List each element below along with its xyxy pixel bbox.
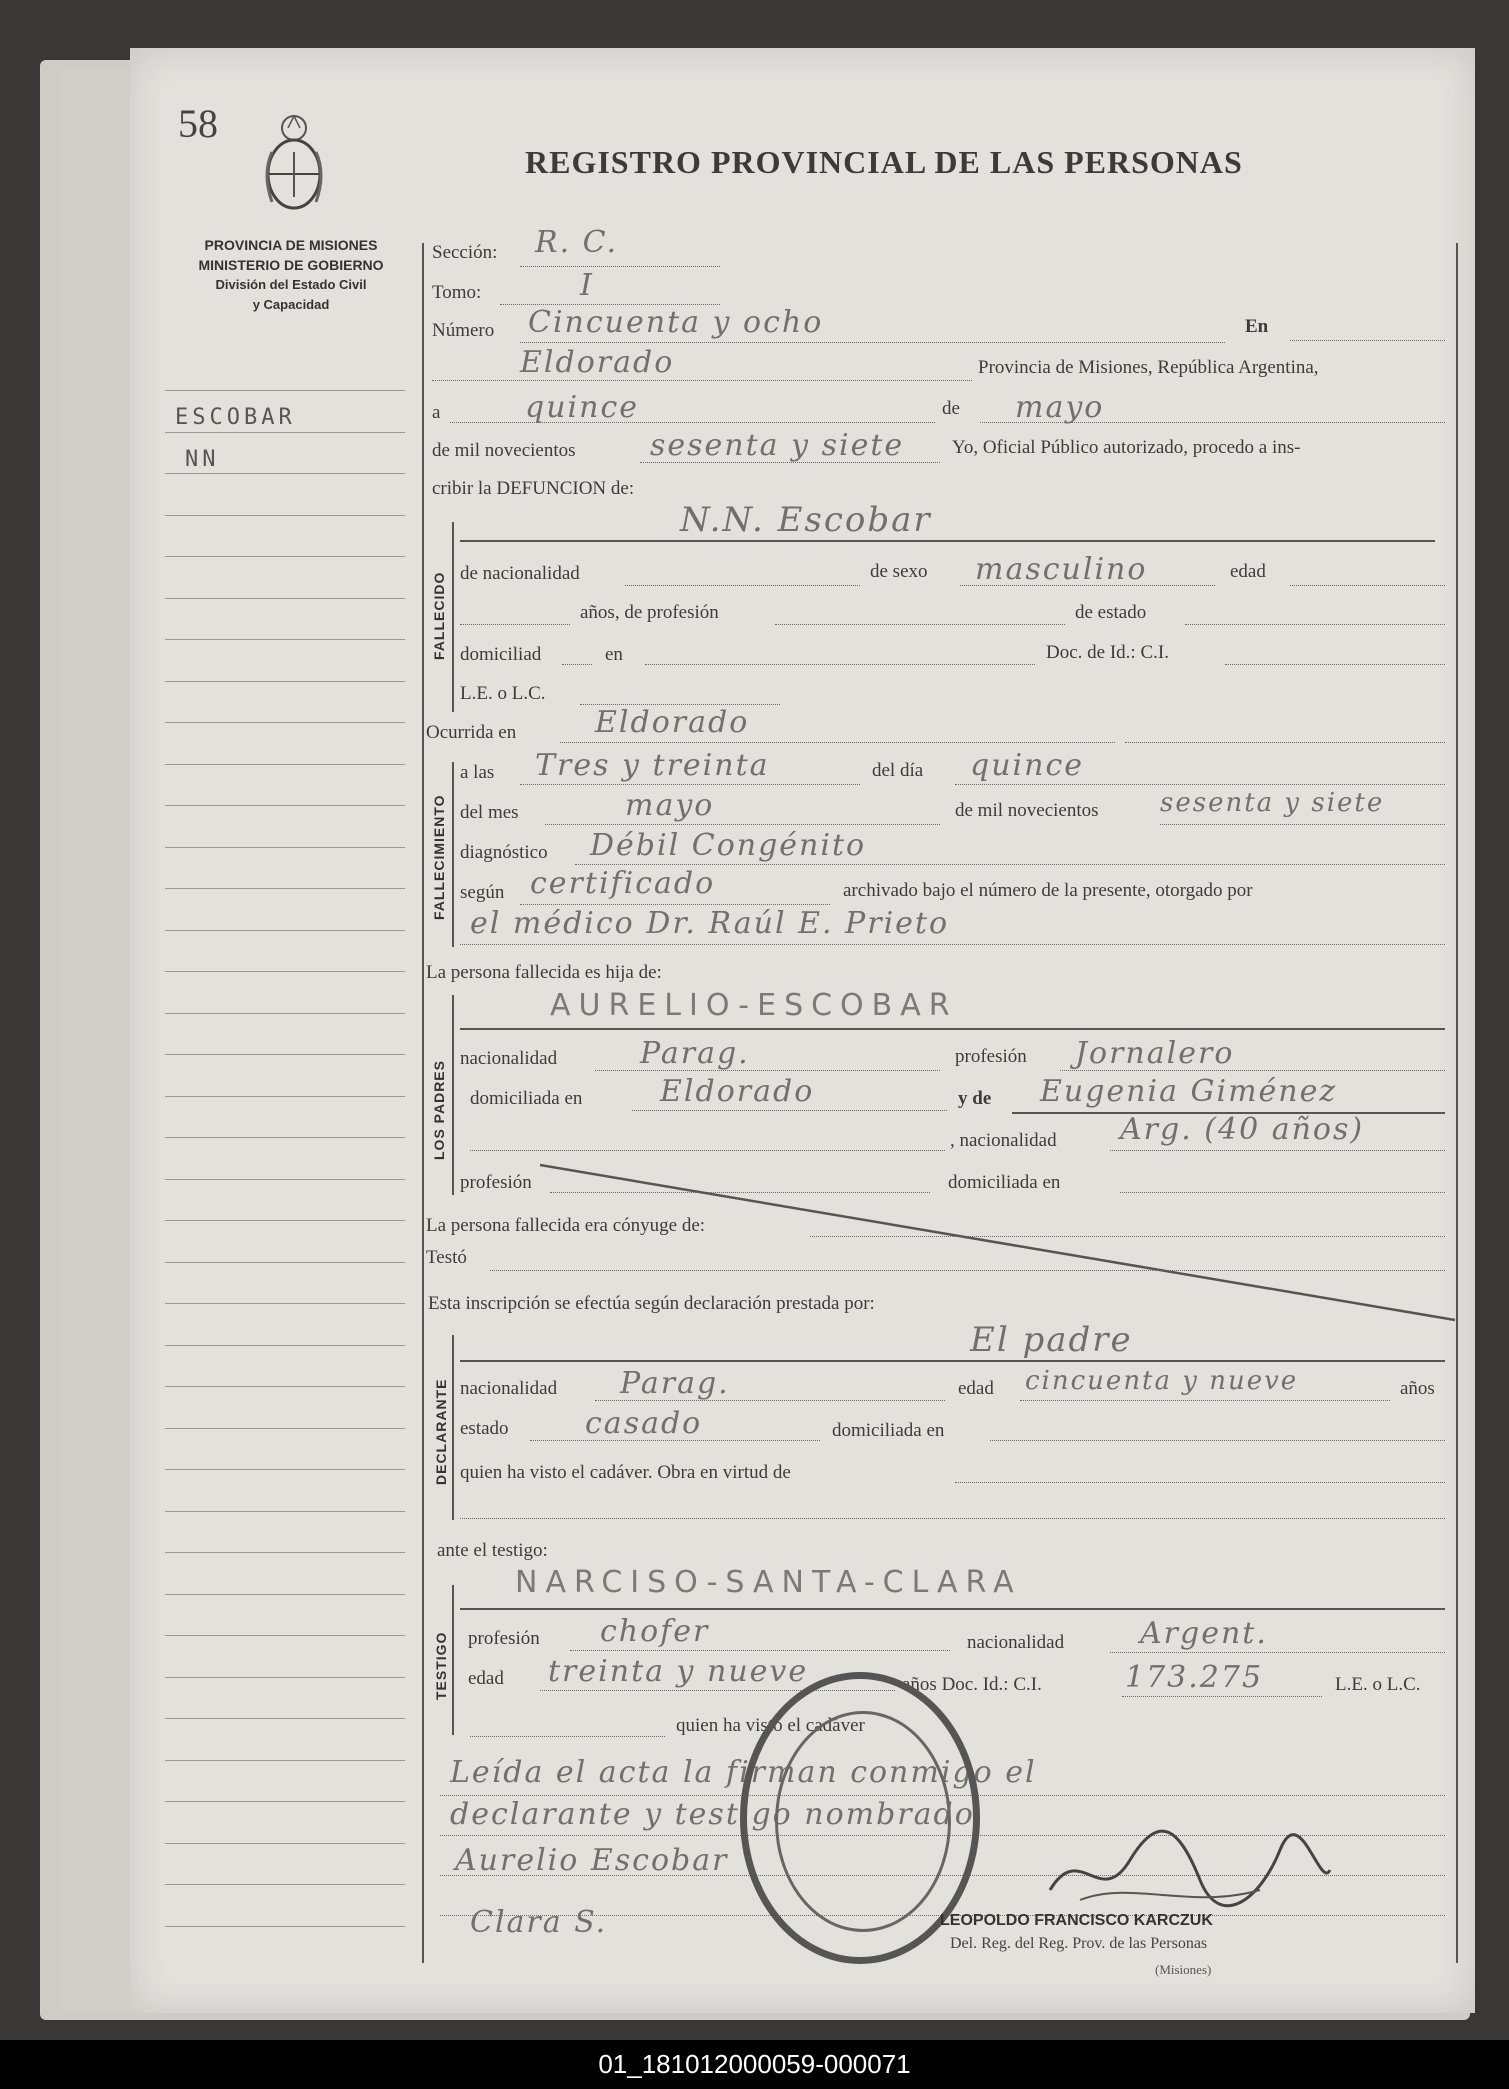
field-line	[990, 1440, 1445, 1441]
margin-rule	[165, 1926, 405, 1927]
field-line	[460, 1608, 1445, 1610]
label-profesion-padre: profesión	[955, 1046, 1027, 1067]
field-line	[1110, 1652, 1445, 1653]
field-line	[450, 422, 935, 423]
header-line: División del Estado Civil	[215, 277, 367, 292]
label-en: En	[1245, 316, 1269, 337]
hw-mes: mayo	[1015, 390, 1105, 425]
field-line	[1122, 1696, 1322, 1697]
label-nacionalidad: de nacionalidad	[460, 563, 580, 584]
margin-rule	[165, 1137, 405, 1138]
field-line	[562, 664, 592, 665]
hw-edad-decl: cincuenta y nueve	[1025, 1366, 1299, 1396]
label-en2: en	[605, 644, 623, 665]
label-edad: edad	[1230, 561, 1266, 582]
field-line	[632, 1110, 947, 1111]
field-line	[520, 342, 1225, 343]
margin-rule	[165, 1096, 405, 1097]
hw-nombre: N.N. Escobar	[680, 500, 932, 540]
label-inscribir: cribir la DEFUNCION de:	[432, 478, 635, 499]
hw-tomo: I	[580, 268, 594, 303]
margin-rule	[165, 1552, 405, 1553]
margin-rule	[165, 473, 405, 474]
margin-rule	[165, 598, 405, 599]
hw-medico: el médico Dr. Raúl E. Prieto	[470, 906, 950, 941]
hw-ocurrida: Eldorado	[595, 705, 750, 740]
label-conyuge: La persona fallecida era cónyuge de:	[426, 1215, 706, 1236]
margin-rule	[165, 1428, 405, 1429]
section-border	[452, 522, 454, 712]
label-testo: Testó	[426, 1247, 467, 1268]
hw-prof-test: chofer	[600, 1614, 710, 1649]
field-line	[625, 585, 860, 586]
label-mil-nov2: de mil novecientos	[955, 800, 1099, 821]
field-line	[560, 742, 1115, 743]
field-line	[575, 864, 1445, 865]
margin-rule	[165, 805, 405, 806]
form-right-border	[1456, 243, 1458, 1963]
label-ocurrida: Ocurrida en	[426, 722, 517, 743]
hw-sexo: masculino	[975, 552, 1148, 587]
field-line	[1160, 824, 1445, 825]
field-line	[1225, 664, 1445, 665]
margin-given-name: NN	[185, 447, 220, 472]
label-sexo: de sexo	[870, 561, 928, 582]
official-signature	[1040, 1820, 1340, 1920]
label-domiciliada-madre: domiciliada en	[948, 1172, 1061, 1193]
field-line	[520, 266, 720, 267]
side-label-testigo: TESTIGO	[433, 1631, 449, 1700]
margin-rule	[165, 1345, 405, 1346]
label-diagnostico: diagnóstico	[460, 842, 548, 863]
label-domiciliada-decl: domiciliada en	[832, 1420, 945, 1441]
margin-rule	[165, 432, 405, 433]
book-spine	[60, 70, 130, 2010]
hw-nota2: declarante y testigo nombrado	[450, 1797, 975, 1832]
margin-rule	[165, 888, 405, 889]
hw-nac-test: Argent.	[1140, 1616, 1268, 1651]
hw-padre: AURELIO-ESCOBAR	[550, 988, 958, 1023]
margin-rule	[165, 639, 405, 640]
field-line	[460, 624, 570, 625]
coat-of-arms-icon	[258, 112, 330, 222]
side-label-padres: LOS PADRES	[431, 1060, 447, 1160]
field-line	[1290, 585, 1445, 586]
margin-rule	[165, 764, 405, 765]
label-profesion-madre: profesión	[460, 1172, 532, 1193]
margin-rule	[165, 1884, 405, 1885]
label-nacionalidad-test: nacionalidad	[967, 1632, 1065, 1653]
label-oficial: Yo, Oficial Público autorizado, procedo a ins-	[952, 437, 1301, 458]
margin-rule	[165, 722, 405, 723]
label-del-dia: del día	[872, 760, 924, 781]
field-line	[460, 1518, 1445, 1519]
field-line	[470, 1150, 945, 1151]
label-anos-doc: años Doc. Id.: C.I.	[902, 1674, 1042, 1695]
label-y-de: y de	[958, 1088, 992, 1109]
label-le-lc2: L.E. o L.C.	[1335, 1674, 1421, 1695]
hw-dia: quince	[525, 390, 639, 425]
field-line	[460, 944, 1445, 945]
hw-declarante: El padre	[970, 1320, 1133, 1360]
page-number: 58	[178, 101, 218, 146]
label-a: a	[432, 402, 441, 423]
hw-testigo: NARCISO-SANTA-CLARA	[515, 1565, 1022, 1600]
label-del-mes: del mes	[460, 802, 519, 823]
margin-rule	[165, 1469, 405, 1470]
issuer-header	[176, 235, 406, 315]
official-name: LEOPOLDO FRANCISCO KARCZUK	[940, 1912, 1213, 1929]
label-anos-decl: años	[1400, 1378, 1435, 1399]
field-line	[1110, 1150, 1445, 1151]
label-visto-cadaver: quien ha visto el cadáver. Obra en virtud de	[460, 1462, 791, 1483]
field-line	[460, 1360, 1445, 1362]
label-edad-decl: edad	[958, 1378, 994, 1399]
field-line	[520, 784, 860, 785]
label-inscripcion: Esta inscripción se efectúa según declaración prestada por:	[428, 1293, 875, 1314]
hw-anio2: sesenta y siete	[1160, 788, 1385, 818]
margin-rule	[165, 1843, 405, 1844]
hw-firma1: Aurelio Escobar	[455, 1843, 729, 1878]
margin-rule	[165, 1220, 405, 1221]
label-doc-id: Doc. de Id.: C.I.	[1046, 642, 1169, 663]
field-line	[545, 824, 940, 825]
field-line	[955, 1482, 1445, 1483]
label-archivado: archivado bajo el número de la presente, otorgado por	[843, 880, 1253, 901]
hw-prof-padre: Jornalero	[1075, 1036, 1235, 1071]
label-a-las: a las	[460, 762, 495, 783]
field-line	[1125, 742, 1445, 743]
hw-hora: Tres y treinta	[535, 748, 770, 783]
label-nacionalidad-padre: nacionalidad	[460, 1048, 558, 1069]
label-edad-test: edad	[468, 1668, 504, 1689]
margin-rule	[165, 1262, 405, 1263]
hw-dom-padre: Eldorado	[660, 1074, 815, 1109]
side-label-fallecimiento: FALLECIMIENTO	[431, 794, 447, 920]
label-hija-de: La persona fallecida es hija de:	[426, 962, 662, 983]
hw-mes2: mayo	[625, 788, 715, 823]
side-label-declarante: DECLARANTE	[433, 1378, 449, 1485]
field-line	[810, 1236, 1445, 1237]
margin-rule	[165, 1013, 405, 1014]
margin-rule	[165, 1054, 405, 1055]
field-line	[775, 624, 1065, 625]
margin-rule	[165, 1677, 405, 1678]
hw-nac-madre: Arg. (40 años)	[1120, 1112, 1365, 1147]
margin-rule	[165, 930, 405, 931]
margin-rule	[165, 971, 405, 972]
section-border	[452, 762, 454, 947]
header-line: PROVINCIA DE MISIONES	[204, 237, 378, 253]
hw-nota1: Leída el acta la firman conmigo el	[450, 1755, 1037, 1790]
margin-rule	[165, 681, 405, 682]
hw-nac-decl: Parag.	[620, 1366, 730, 1401]
margin-surname: ESCOBAR	[175, 405, 296, 430]
section-border	[452, 1335, 454, 1520]
field-line	[1290, 340, 1445, 341]
field-line	[645, 664, 1035, 665]
margin-rule	[165, 1303, 405, 1304]
label-le-lc: L.E. o L.C.	[460, 683, 546, 704]
official-place: (Misiones)	[1155, 1962, 1212, 1977]
field-line	[432, 380, 972, 381]
field-line	[955, 784, 1445, 785]
hw-firma2: Clara S.	[470, 1905, 608, 1940]
hw-edad-test: treinta y nueve	[548, 1654, 809, 1689]
label-domiciliada-en: domiciliada en	[470, 1088, 583, 1109]
label-profesion-test: profesión	[468, 1628, 540, 1649]
field-line	[460, 1028, 1445, 1030]
hw-estado-decl: casado	[585, 1406, 703, 1441]
field-line	[520, 904, 830, 905]
hw-numero: Cincuenta y ocho	[528, 305, 824, 340]
header-line: y Capacidad	[252, 297, 330, 312]
label-numero: Número	[432, 320, 495, 341]
field-line	[460, 540, 1435, 542]
hw-anio: sesenta y siete	[650, 428, 905, 463]
label-estado-decl: estado	[460, 1418, 509, 1439]
section-border	[452, 1585, 454, 1735]
margin-rule	[165, 1801, 405, 1802]
hw-madre: Eugenia Giménez	[1040, 1074, 1338, 1109]
label-coma-nacionalidad: , nacionalidad	[950, 1130, 1057, 1151]
label-mil-novecientos: de mil novecientos	[432, 440, 576, 461]
field-line	[1020, 1400, 1390, 1401]
field-line	[570, 1650, 950, 1651]
page-title: REGISTRO PROVINCIAL DE LAS PERSONAS	[525, 144, 1243, 180]
header-line: MINISTERIO DE GOBIERNO	[198, 257, 384, 273]
hw-localidad: Eldorado	[520, 345, 675, 380]
margin-rule	[165, 515, 405, 516]
margin-rule	[165, 390, 405, 391]
field-line	[490, 1270, 1445, 1271]
margin-rule	[165, 1718, 405, 1719]
hw-nac-padre: Parag.	[640, 1036, 750, 1071]
margin-rule	[165, 847, 405, 848]
section-border	[452, 995, 454, 1195]
field-line	[1185, 624, 1445, 625]
hw-segun: certificado	[530, 866, 716, 901]
image-id-caption: 01_181012000059-000071	[0, 2040, 1509, 2089]
field-line	[470, 1736, 665, 1737]
margin-rule	[165, 1179, 405, 1180]
label-de: de	[942, 398, 960, 419]
label-domiciliado: domiciliad	[460, 644, 542, 665]
margin-rule	[165, 1594, 405, 1595]
label-profesion: años, de profesión	[580, 602, 719, 623]
hw-dia2: quince	[970, 748, 1084, 783]
label-estado: de estado	[1075, 602, 1147, 623]
label-quien-ha-visto: quien ha visto el cadáver	[676, 1715, 865, 1736]
label-tomo: Tomo:	[432, 282, 482, 303]
label-nacionalidad-decl: nacionalidad	[460, 1378, 558, 1399]
label-seccion: Sección:	[432, 242, 498, 263]
label-segun: según	[460, 882, 505, 903]
label-provincia: Provincia de Misiones, República Argentina,	[978, 357, 1319, 378]
official-role: Del. Reg. del Reg. Prov. de las Personas	[950, 1935, 1208, 1952]
margin-rule	[165, 1635, 405, 1636]
hw-seccion: R. C.	[535, 225, 619, 260]
margin-rule	[165, 1386, 405, 1387]
stamp-inner-ring	[775, 1711, 951, 1932]
margin-rule	[165, 556, 405, 557]
label-ante-testigo: ante el testigo:	[437, 1540, 548, 1561]
margin-rule	[165, 1511, 405, 1512]
side-label-fallecido: FALLECIDO	[431, 571, 447, 660]
hw-diagnostico: Débil Congénito	[590, 828, 867, 863]
margin-rule	[165, 1760, 405, 1761]
hw-ci-test: 173.275	[1125, 1660, 1264, 1695]
form-left-border	[422, 243, 424, 1963]
